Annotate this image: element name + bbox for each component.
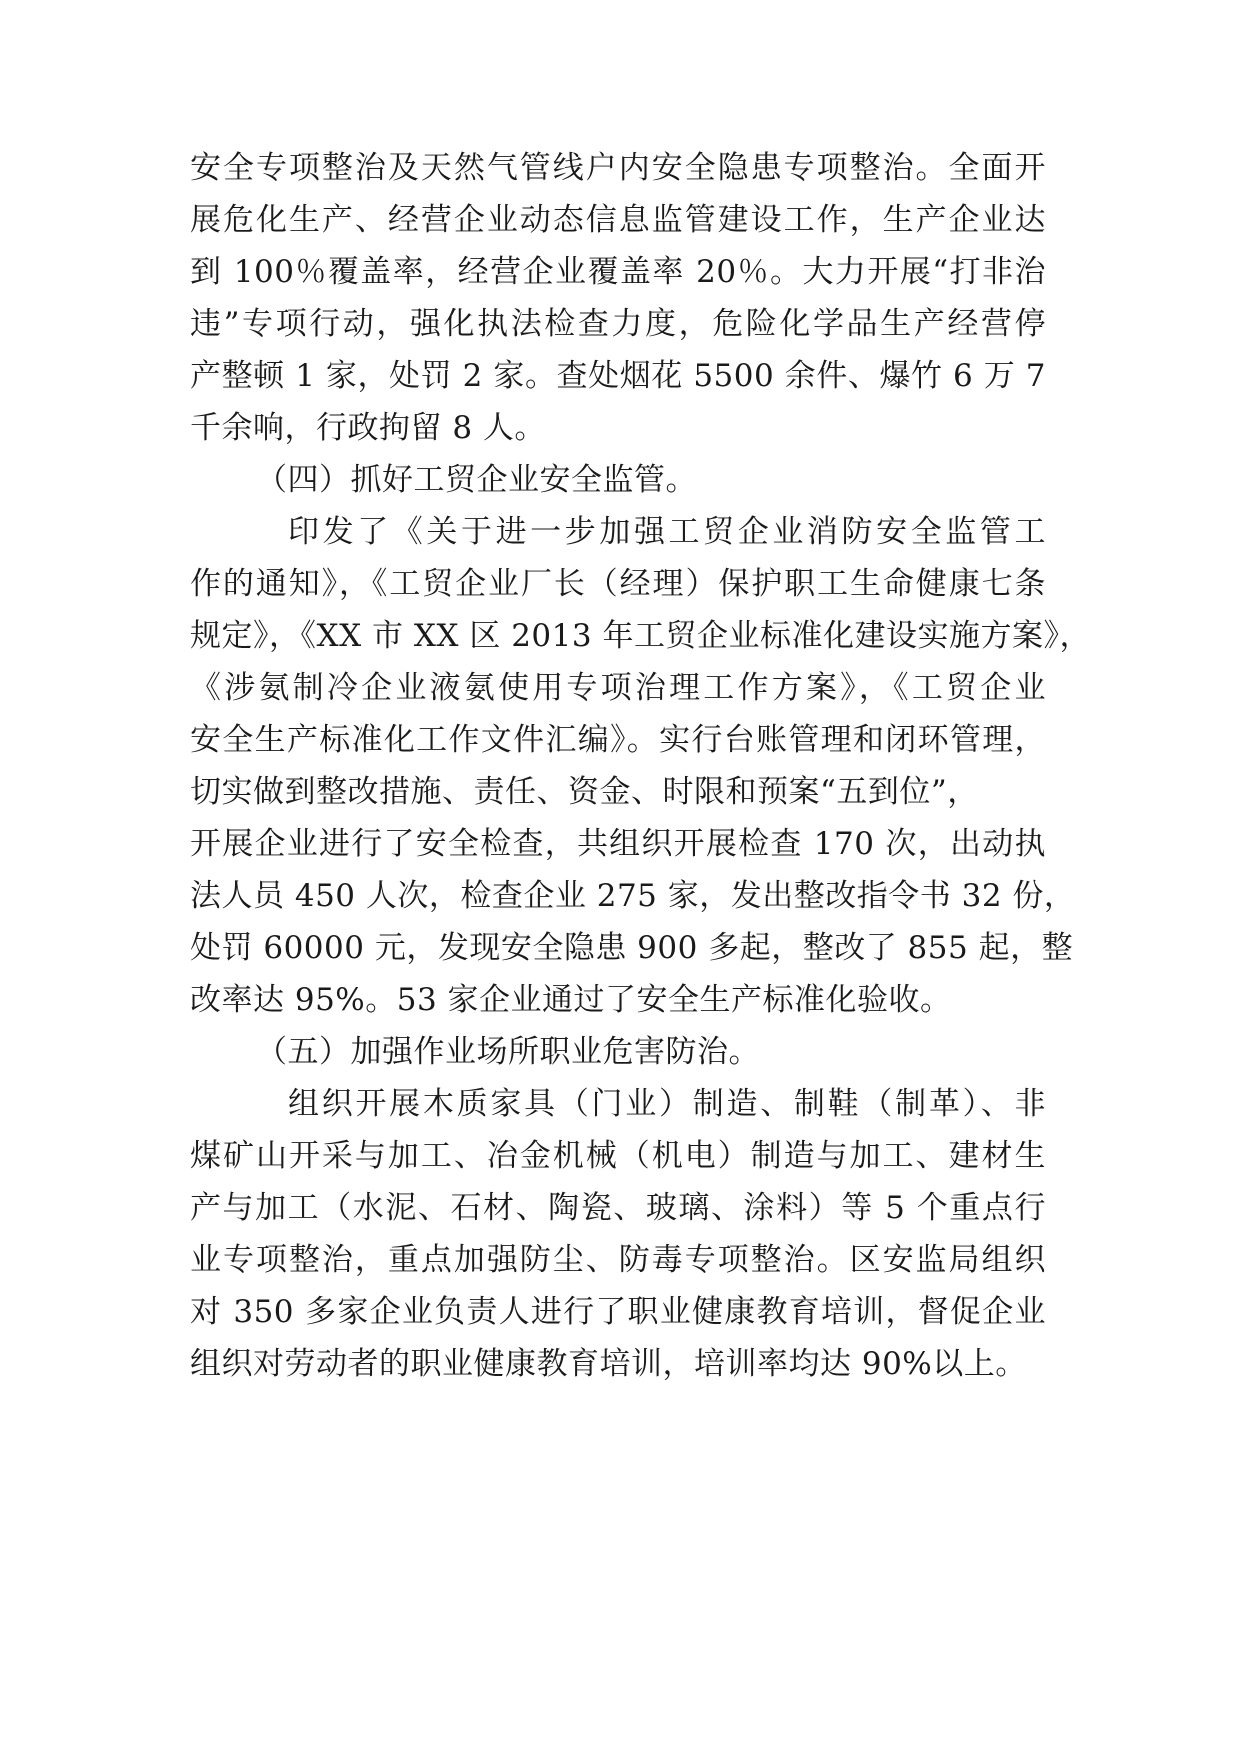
paragraph-line: 煤矿山开采与加工、冶金机械（机电）制造与加工、建材生 — [190, 1138, 1046, 1174]
paragraph-line: 安全生产标准化工作文件汇编》。实行台账管理和闭环管理， — [190, 722, 1046, 758]
paragraph-line: 千余响，行政拘留 8 人。 — [190, 410, 546, 446]
paragraph-line: 切实做到整改措施、责任、资金、时限和预案“五到位”， — [190, 774, 979, 810]
paragraph-line: 对 350 多家企业负责人进行了职业健康教育培训，督促企业 — [190, 1294, 1046, 1330]
paragraph-line: 业专项整治，重点加强防尘、防毒专项整治。区安监局组织 — [190, 1242, 1046, 1278]
paragraph-line: 违”专项行动，强化执法检查力度，危险化学品生产经营停 — [190, 306, 1046, 342]
paragraph-line: 作的通知》，《工贸企业厂长（经理）保护职工生命健康七条 — [190, 566, 1046, 602]
paragraph-line: 印发了《关于进一步加强工贸企业消防安全监管工 — [288, 514, 1046, 550]
paragraph-line: 法人员 450 人次，检查企业 275 家，发出整改指令书 32 份， — [190, 878, 1076, 914]
paragraph-line: 开展企业进行了安全检查，共组织开展检查 170 次，出动执 — [190, 826, 1046, 862]
paragraph-line: 产整顿 1 家，处罚 2 家。查处烟花 5500 余件、爆竹 6 万 7 — [190, 358, 1046, 394]
paragraph-line: 规定》，《XX 市 XX 区 2013 年工贸企业标准化建设实施方案》， — [190, 618, 1091, 654]
paragraph-line: 展危化生产、经营企业动态信息监管建设工作，生产企业达 — [190, 202, 1046, 238]
section-heading: （五）加强作业场所职业危害防治。 — [256, 1034, 760, 1070]
section-heading: （四）抓好工贸企业安全监管。 — [256, 462, 697, 498]
paragraph-line: 《涉氨制冷企业液氨使用专项治理工作方案》，《工贸企业 — [190, 670, 1046, 706]
paragraph-line: 到 100％覆盖率，经营企业覆盖率 20％。大力开展“打非治 — [190, 254, 1046, 290]
paragraph-line: 组织对劳动者的职业健康教育培训，培训率均达 90%以上。 — [190, 1346, 1027, 1382]
paragraph-line: 产与加工（水泥、石材、陶瓷、玻璃、涂料）等 5 个重点行 — [190, 1190, 1046, 1226]
paragraph-line: 组织开展木质家具（门业）制造、制鞋（制革）、非 — [288, 1086, 1046, 1122]
paragraph-line: 安全专项整治及天然气管线户内安全隐患专项整治。全面开 — [190, 150, 1046, 186]
paragraph-line: 处罚 60000 元，发现安全隐患 900 多起，整改了 855 起，整 — [190, 930, 1074, 966]
paragraph-line: 改率达 95%。53 家企业通过了安全生产标准化验收。 — [190, 982, 952, 1018]
